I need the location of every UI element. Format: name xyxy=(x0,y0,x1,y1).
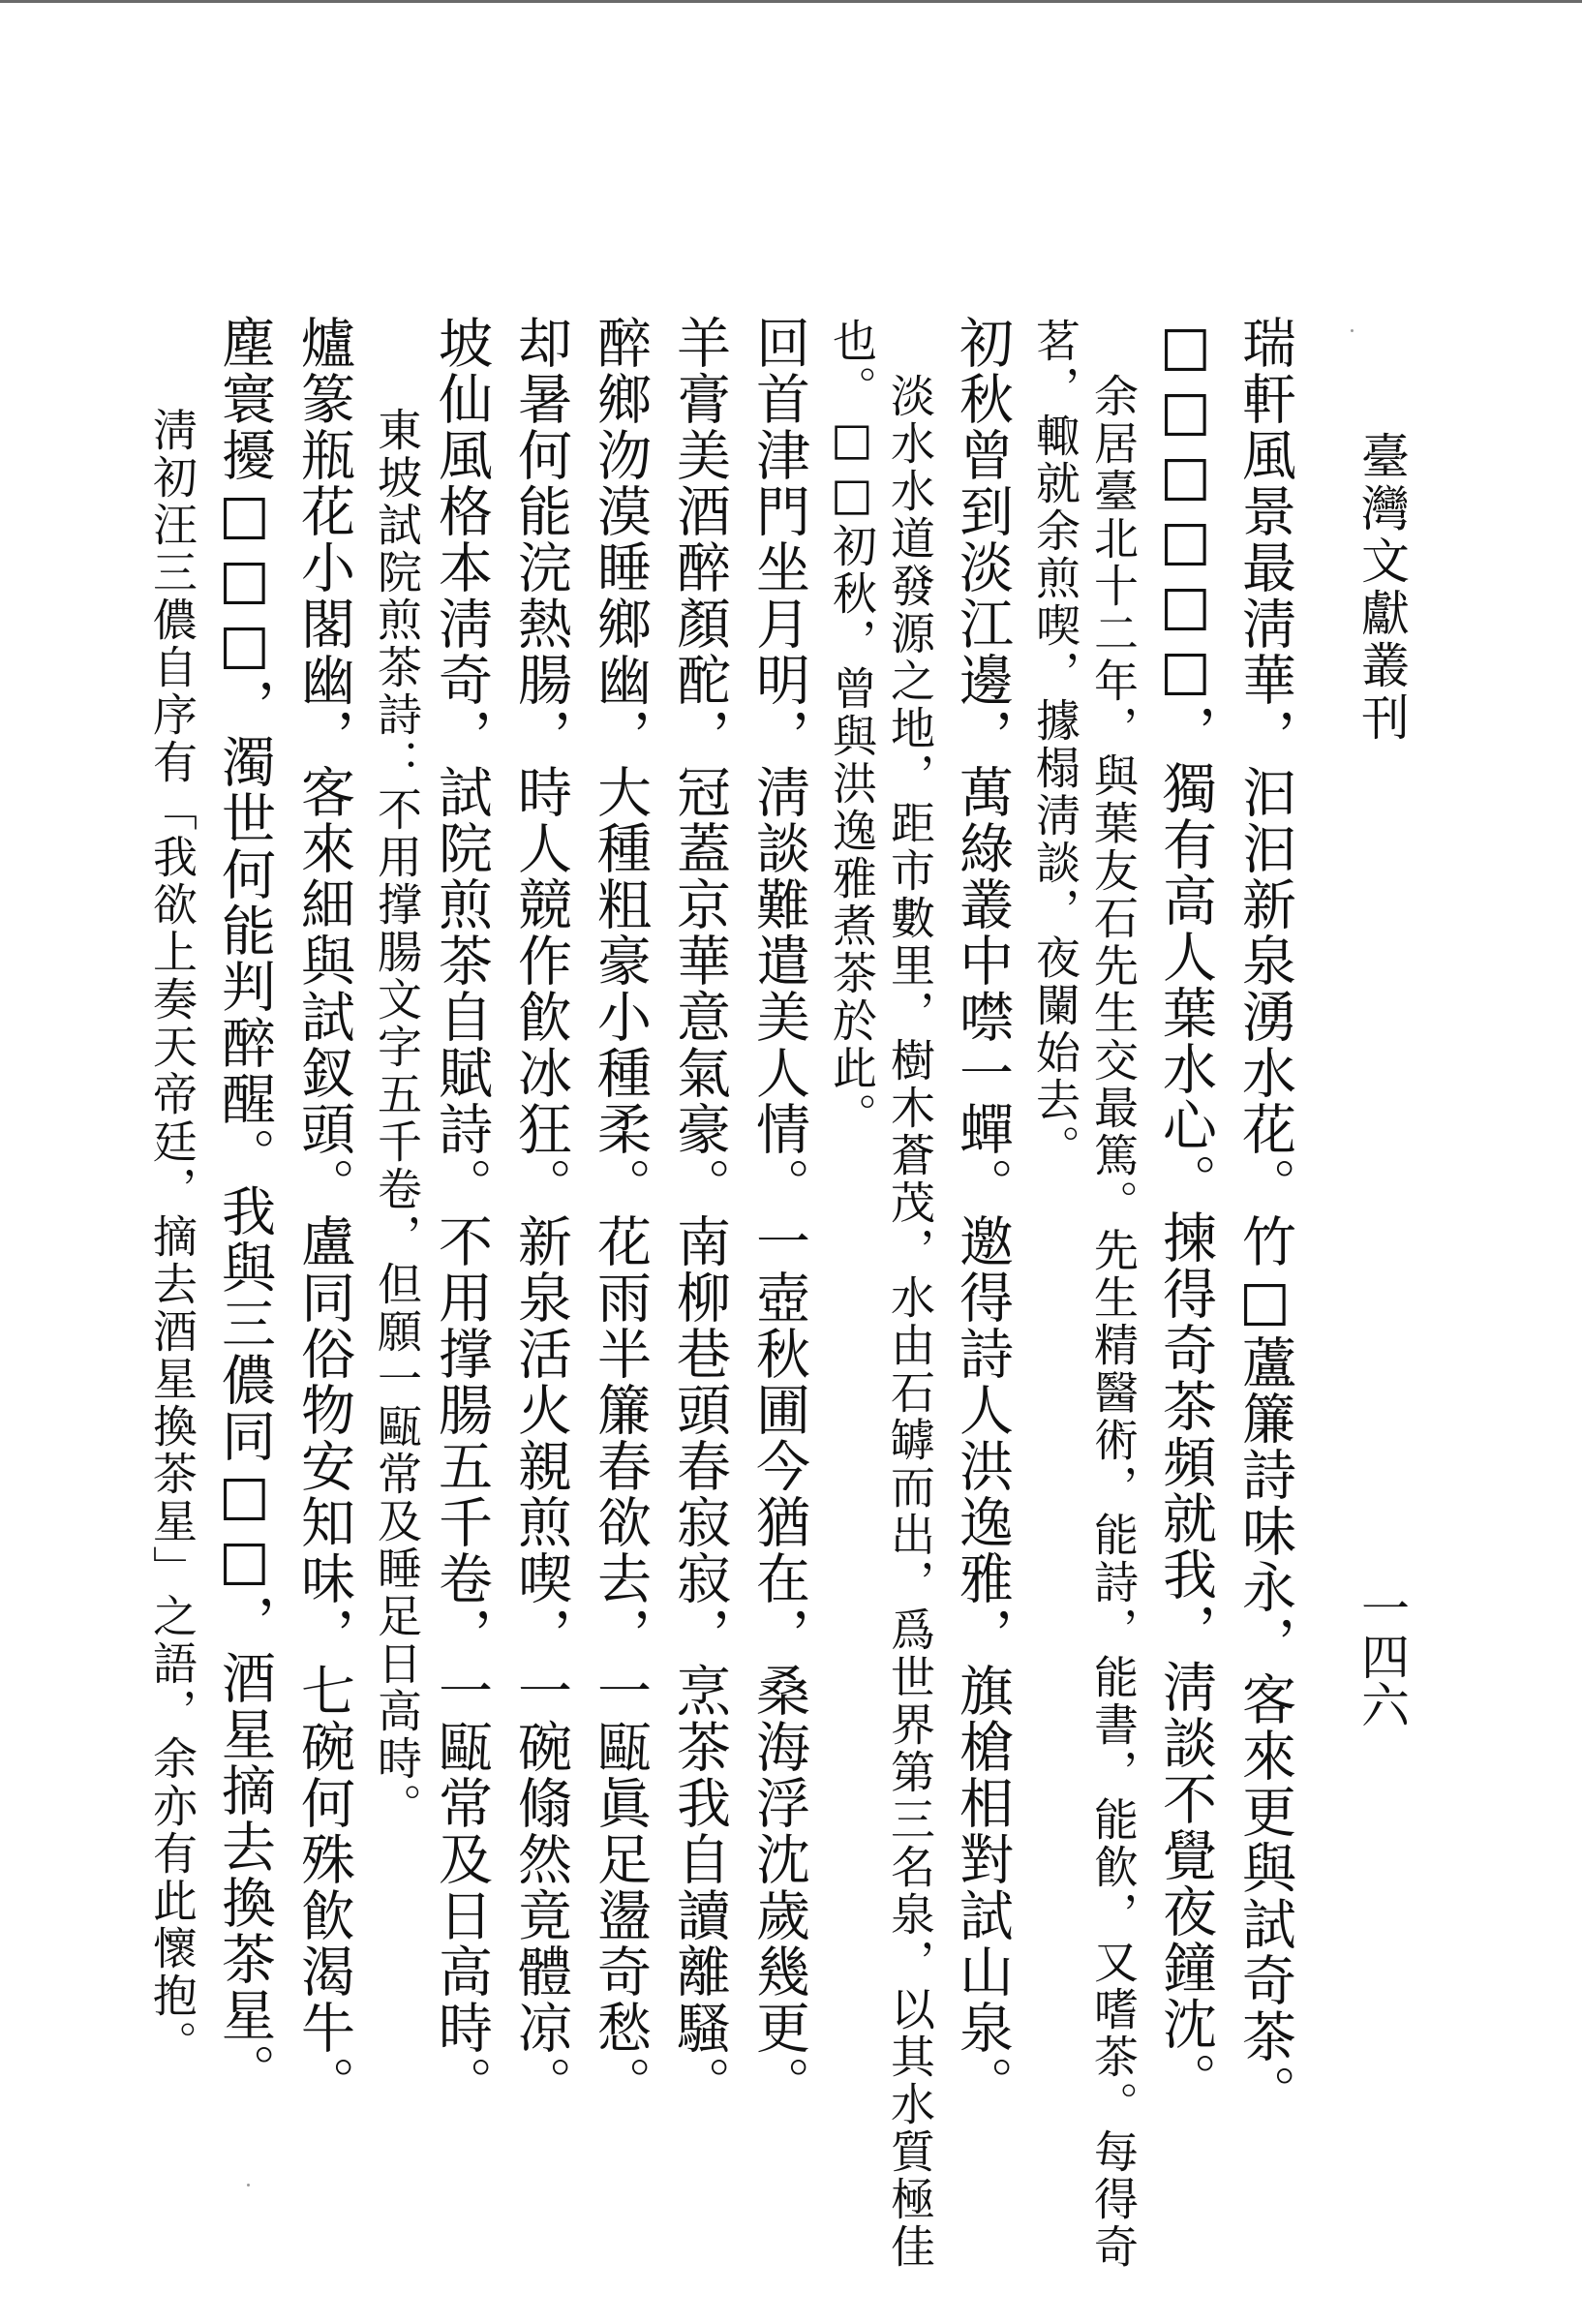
poem-line-8: 坡仙風格本淸奇，試院煎茶自賦詩。不用撑腸五千卷，一甌常及日高時。 xyxy=(430,315,493,2112)
top-border-line xyxy=(0,0,1582,3)
poem-line-5: 羊膏美酒醉顏酡，冠蓋京華意氣豪。南柳巷頭春寂寂，烹茶我自讀離騷。 xyxy=(668,315,731,2112)
poem-line-7: 却暑何能浣熱腸，時人競作飮冰狂。新泉活火親煎喫，一碗翛然竟體凉。 xyxy=(509,315,572,2112)
commentary-line-4: 也。□□初秋，曾與洪逸雅煮茶於此。 xyxy=(826,318,878,1140)
commentary-line-1: 余居臺北十二年，與葉友石先生交最篤。先生精醫術，能詩，能書，能飮，又嗜茶。每得奇 xyxy=(1087,373,1140,2271)
poem-line-1: 瑞軒風景最淸華，汩汩新泉湧水花。竹□蘆簾詩味永，客來更與試奇茶。 xyxy=(1233,315,1296,2121)
poem-line-3: 初秋曾到淡江邊，萬綠叢中噤一蟬。邀得詩人洪逸雅，旗槍相對試山泉。 xyxy=(951,315,1014,2112)
paper-speck xyxy=(1351,329,1354,332)
running-header-title: 臺灣文獻叢刊 xyxy=(1354,431,1410,745)
poem-line-9: 爐篆瓶花小閣幽，客來細與試釵頭。盧同俗物安知味，七碗何殊飮渴牛。 xyxy=(292,315,355,2112)
poem-line-10: 塵寰擾□□□，濁世何能判醉醒。我與三儂同□□，酒星摘去換茶星。 xyxy=(213,315,276,2099)
commentary-line-3: 淡水水道發源之地，距市數里，樹木蒼茂，水由石罅而出，爲世界第三名泉，以其水質極佳 xyxy=(884,373,936,2271)
poem-line-2: □□□□□□，獨有高人葉水心。揀得奇茶頻就我，淸談不覺夜鐘沈。 xyxy=(1154,315,1217,2108)
commentary-line-2: 茗，輙就余煎喫，據榻淸談，夜闌始去。 xyxy=(1029,318,1081,1172)
poem-line-6: 醉鄉沕漠睡鄉幽，大種粗豪小種柔。花雨半簾春欲去，一甌眞足盪奇愁。 xyxy=(589,315,652,2112)
poem-line-4: 回首津門坐月明，淸談難遣美人情。一壺秋圃今猶在，桑海浮沈歲幾更。 xyxy=(747,315,810,2112)
paper-speck xyxy=(247,2184,250,2186)
commentary-line-6: 淸初汪三儂自序有「我欲上奏天帝廷，摘去酒星換茶星」之語，余亦有此懷抱。 xyxy=(146,407,198,2067)
page-number: 一四六 xyxy=(1354,1583,1410,1728)
commentary-line-5: 東坡試院煎茶詩：不用撑腸文字五千卷，但願一甌常及睡足日高時。 xyxy=(371,407,423,1830)
